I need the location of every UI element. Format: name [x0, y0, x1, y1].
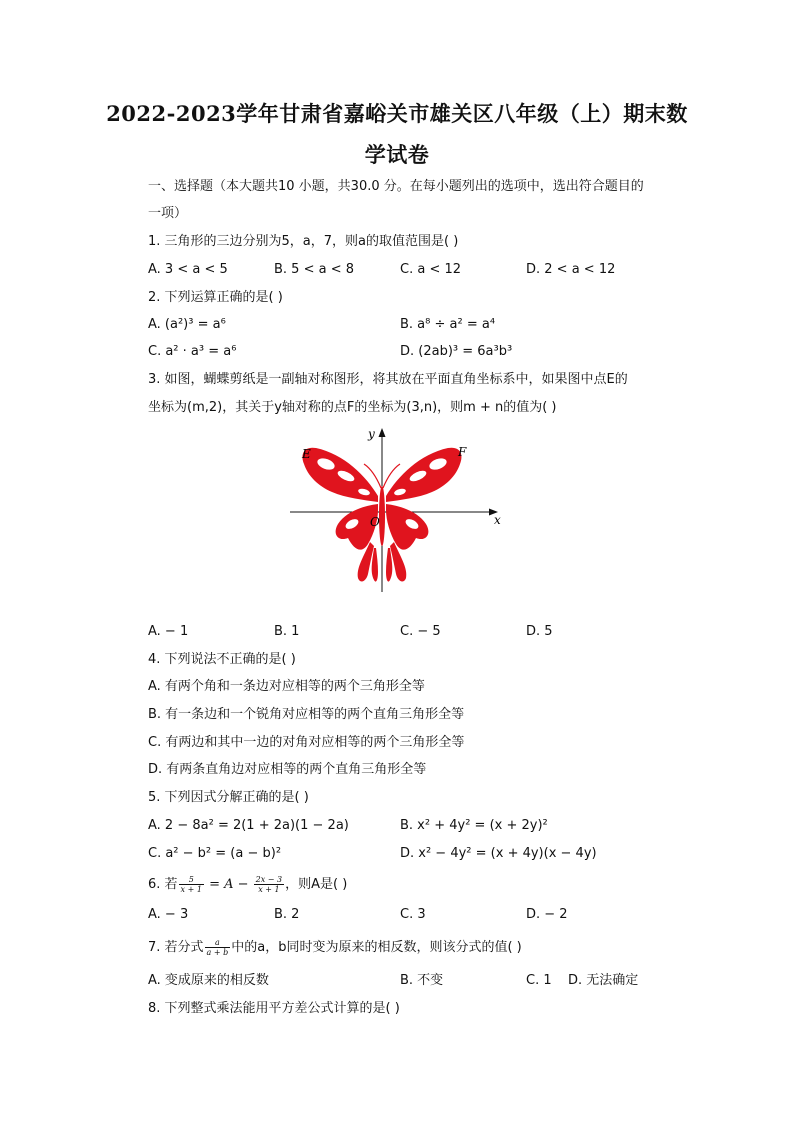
page-title-line-2: 学试卷	[364, 142, 430, 167]
q6-fraction-2-denominator: x + 1	[258, 885, 280, 894]
q4-option-b: B. 有一条边和一个锐角对应相等的两个直角三角形全等	[148, 707, 465, 722]
q6-fraction-1-numerator: 5	[179, 875, 204, 885]
q2-option-d: D. (2ab)³ = 6a³b³	[400, 344, 513, 359]
q5-option-c: C. a² − b² = (a − b)²	[148, 846, 282, 861]
y-axis-label: y	[368, 427, 375, 441]
q6-fraction-2	[254, 875, 284, 894]
q6-option-b: B. 2	[274, 907, 300, 922]
q3-option-b: B. 1	[274, 624, 300, 639]
point-f-label: F	[458, 445, 467, 459]
q5-option-b: B. x² + 4y² = (x + 2y)²	[400, 818, 548, 833]
q2-stem: 2. 下列运算正确的是( )	[148, 290, 283, 305]
section-heading-line-2: 一项）	[148, 206, 188, 221]
q8-stem: 8. 下列整式乘法能用平方差公式计算的是( )	[148, 1001, 400, 1016]
q6-option-d: D. − 2	[526, 907, 568, 922]
q5-option-a: A. 2 − 8a² = 2(1 + 2a)(1 − 2a)	[148, 818, 349, 833]
q7-fraction-numerator: a	[205, 938, 231, 948]
q2-option-a: A. (a²)³ = a⁶	[148, 317, 226, 332]
q1-option-b: B. 5 < a < 8	[274, 262, 355, 277]
q7-option-b: B. 不变	[400, 973, 444, 988]
section-heading-line-1: 一、选择题（本大题共10 小题，共30.0 分。在每小题列出的选项中，选出符合题目的	[148, 179, 644, 194]
q6-stem-prefix: 6. 若	[148, 877, 178, 892]
q6-fraction-2-numerator: 2x − 3	[255, 875, 283, 884]
q6-option-a: A. − 3	[148, 907, 189, 922]
x-axis-label: x	[494, 513, 501, 527]
q6-fraction-1	[179, 875, 204, 894]
q7-stem-suffix: 中的a，b同时变为原来的相反数，则该分式的值( )	[231, 940, 522, 955]
q7-fraction-denominator: a + b	[206, 948, 229, 957]
q3-stem-line-2: 坐标为(m,2)，其关于y轴对称的点F的坐标为(3,n)，则m + n的值为( )	[148, 400, 557, 415]
point-e-label: E	[302, 447, 311, 461]
q7-option-c: C. 1	[526, 973, 552, 988]
q3-option-c: C. − 5	[400, 624, 441, 639]
q6-option-c: C. 3	[400, 907, 426, 922]
origin-label: O	[370, 515, 380, 529]
q6-stem-suffix: ，则A是( )	[285, 877, 348, 892]
q3-option-a: A. − 1	[148, 624, 189, 639]
q2-option-b: B. a⁸ ÷ a² = a⁴	[400, 317, 496, 332]
q7-fraction	[205, 938, 231, 957]
q4-option-c: C. 有两边和其中一边的对角对应相等的两个三角形全等	[148, 735, 465, 750]
q7-stem-prefix: 7. 若分式	[148, 940, 204, 955]
q7-option-d: D. 无法确定	[568, 973, 639, 988]
q1-option-a: A. 3 < a < 5	[148, 262, 228, 277]
q5-stem: 5. 下列因式分解正确的是( )	[148, 790, 309, 805]
q7-stem	[148, 938, 522, 957]
q4-stem: 4. 下列说法不正确的是( )	[148, 652, 296, 667]
q2-option-c: C. a² · a³ = a⁶	[148, 344, 237, 359]
q6-stem-middle: = A −	[204, 877, 253, 892]
q4-option-d: D. 有两条直角边对应相等的两个直角三角形全等	[148, 762, 427, 777]
q1-stem: 1. 三角形的三边分别为5，a，7，则a的取值范围是( )	[148, 234, 459, 249]
q6-stem	[148, 875, 347, 894]
y-axis-arrow-icon	[379, 428, 386, 437]
page-title-line-1: 2022-2023学年甘肃省嘉峪关市雄关区八年级（上）期末数	[106, 101, 688, 126]
q5-option-d: D. x² − 4y² = (x + 4y)(x − 4y)	[400, 846, 597, 861]
butterfly-figure	[286, 420, 506, 600]
q7-option-a: A. 变成原来的相反数	[148, 973, 269, 988]
q1-option-d: D. 2 < a < 12	[526, 262, 616, 277]
q6-fraction-1-denominator: x + 1	[180, 885, 202, 894]
q3-stem-line-1: 3. 如图，蝴蝶剪纸是一副轴对称图形，将其放在平面直角坐标系中，如果图中点E的	[148, 372, 628, 387]
q3-option-d: D. 5	[526, 624, 553, 639]
q4-option-a: A. 有两个角和一条边对应相等的两个三角形全等	[148, 679, 425, 694]
q1-option-c: C. a < 12	[400, 262, 462, 277]
